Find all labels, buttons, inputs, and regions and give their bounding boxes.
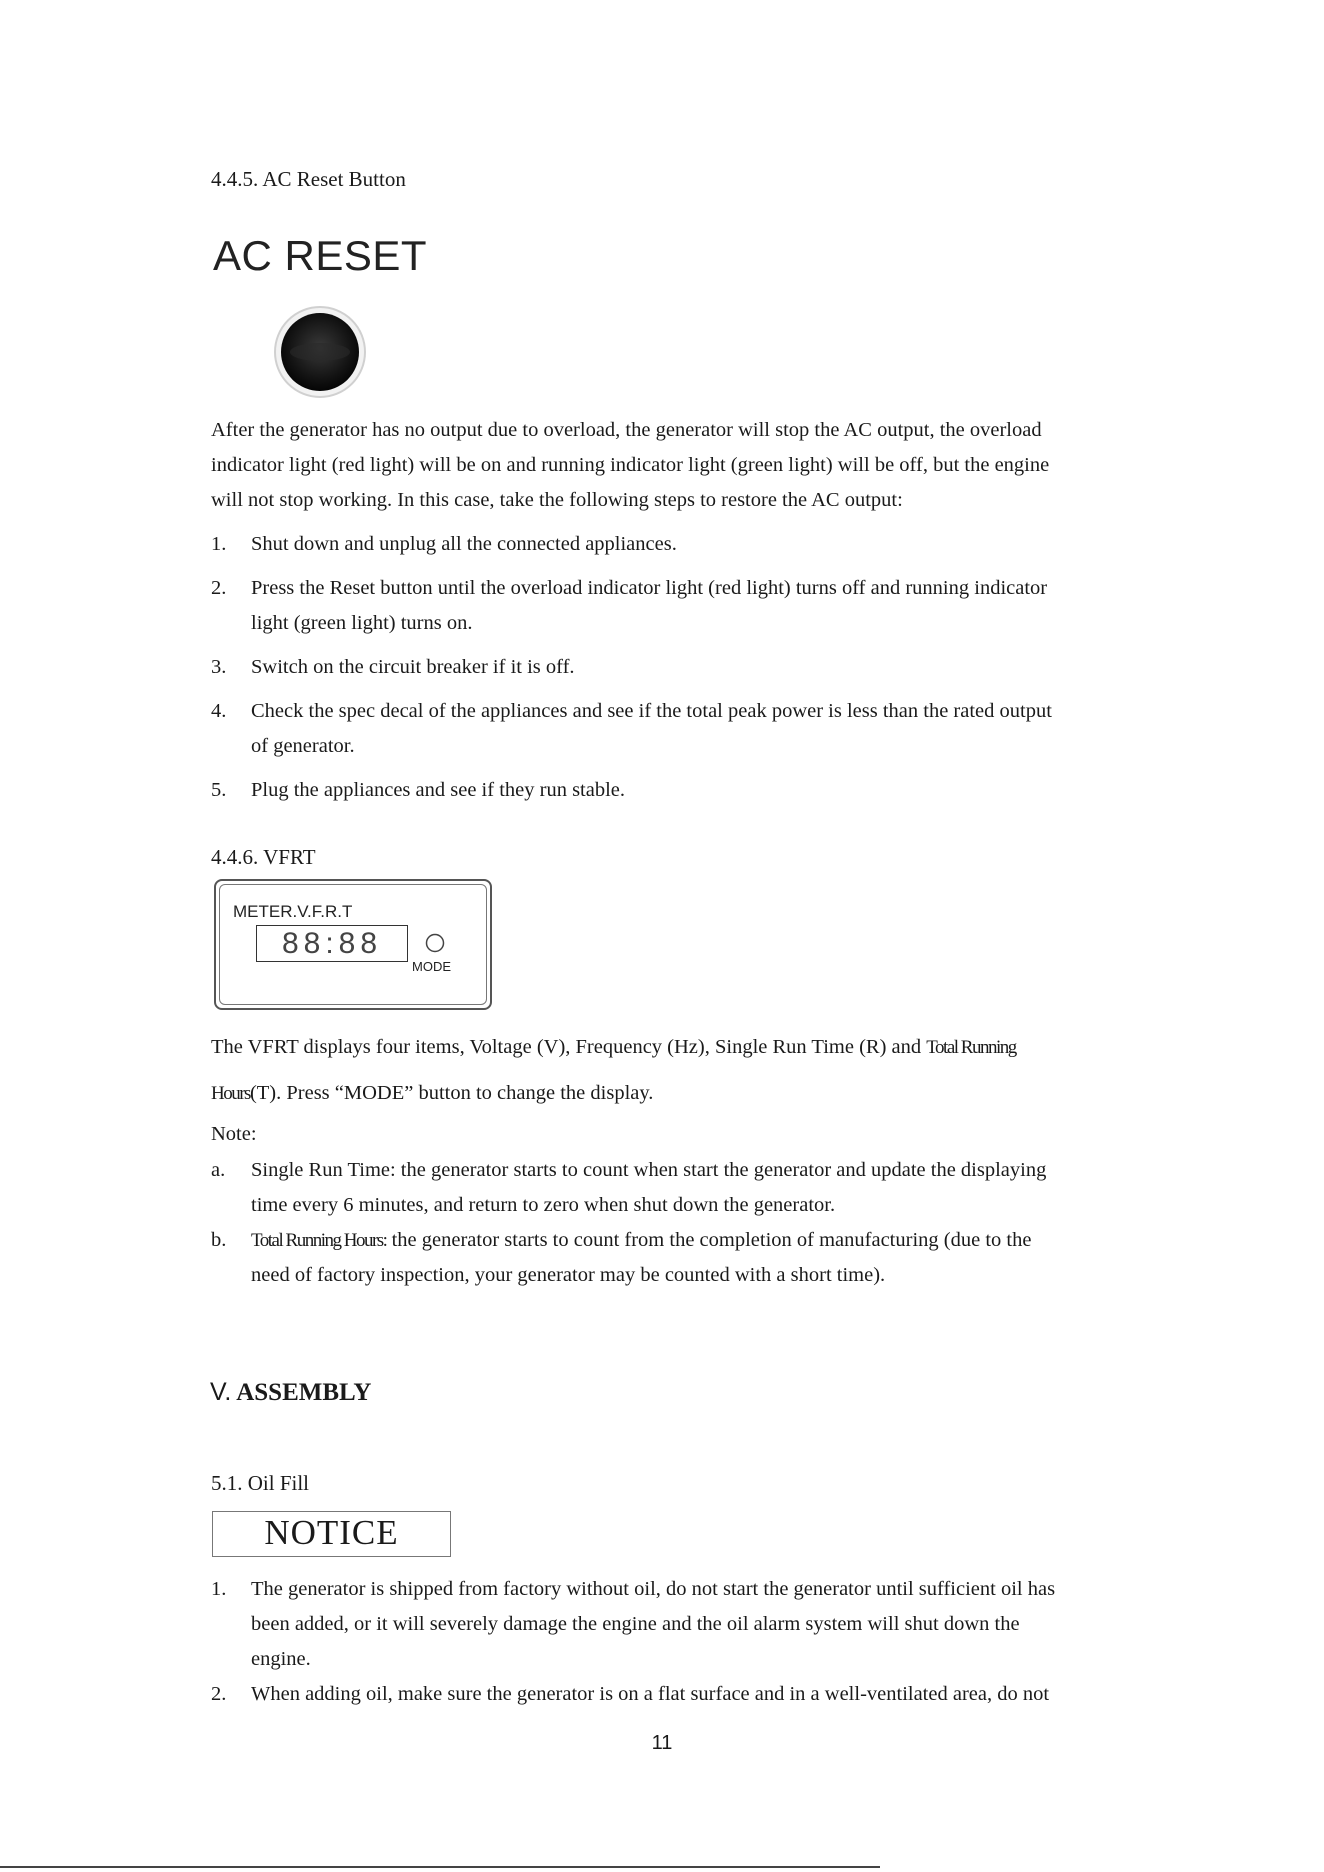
ac-reset-steps bbox=[211, 527, 1171, 817]
step-text bbox=[251, 694, 1171, 764]
step-line: Press the Reset button until the overload indicator light (red light) turns off and running indicator bbox=[251, 577, 1048, 599]
item-number: 1. bbox=[211, 1578, 227, 1600]
note-label: Note: bbox=[211, 1123, 257, 1145]
item-number: 2. bbox=[211, 1683, 227, 1705]
note-text bbox=[251, 1223, 1171, 1293]
ac-reset-intro bbox=[211, 413, 1131, 518]
desc-text: (T). Press “MODE” button to change the display. bbox=[249, 1082, 654, 1104]
notice-label: NOTICE bbox=[264, 1513, 399, 1552]
note-letter: b. bbox=[211, 1229, 227, 1251]
vfrt-notes bbox=[211, 1153, 1171, 1293]
mode-label: MODE bbox=[412, 959, 451, 974]
step-line: Check the spec decal of the appliances and see if the total peak power is less than the rated output bbox=[251, 700, 1052, 722]
intro-line: After the generator has no output due to overload, the generator will stop the AC output, the overload bbox=[211, 419, 1042, 441]
page-number: 11 bbox=[651, 1732, 673, 1754]
item-text: When adding oil, make sure the generator is on a flat surface and in a well-ventilated area, do not bbox=[251, 1683, 1050, 1705]
ac-reset-label: AC RESET bbox=[213, 232, 428, 279]
step-line: light (green light) turns on. bbox=[251, 612, 473, 634]
oil-fill-list bbox=[211, 1572, 1171, 1722]
section-445-heading: 4.4.5. AC Reset Button bbox=[211, 167, 406, 191]
note-line: need of factory inspection, your generator may be counted with a short time). bbox=[251, 1264, 886, 1286]
section-446-heading: 4.4.6. VFRT bbox=[211, 845, 316, 869]
desc-term: Hours bbox=[211, 1083, 250, 1104]
note-term: Total Running Hours: bbox=[251, 1230, 387, 1251]
intro-line: indicator light (red light) will be on and running indicator light (green light) will be off, but the engine bbox=[211, 454, 1050, 476]
mode-button-icon bbox=[424, 932, 446, 954]
vfrt-description-line1 bbox=[211, 1030, 1151, 1065]
step-number: 5. bbox=[211, 779, 227, 801]
note-line: Single Run Time: the generator starts to count when start the generator and update the displaying bbox=[251, 1159, 1047, 1181]
note-line: time every 6 minutes, and return to zero when shut down the generator. bbox=[251, 1194, 836, 1216]
section-v-heading bbox=[210, 1378, 371, 1407]
section-title: ASSEMBLY bbox=[236, 1379, 372, 1406]
meter-display bbox=[256, 925, 408, 962]
item-text bbox=[251, 1572, 1171, 1677]
step-text: Shut down and unplug all the connected appliances. bbox=[251, 533, 677, 555]
step-number: 1. bbox=[211, 533, 227, 555]
step-number: 2. bbox=[211, 577, 227, 599]
note-text bbox=[251, 1153, 1171, 1223]
item-line: The generator is shipped from factory without oil, do not start the generator until sufficient oil has bbox=[251, 1578, 1056, 1600]
step-text bbox=[251, 571, 1171, 641]
vfrt-meter-panel bbox=[214, 879, 492, 1010]
vfrt-description-line2 bbox=[211, 1076, 1151, 1111]
notice-box bbox=[212, 1511, 451, 1557]
step-text: Plug the appliances and see if they run stable. bbox=[251, 779, 626, 801]
step-text: Switch on the circuit breaker if it is off. bbox=[251, 656, 575, 678]
note-rest: the generator starts to count from the completion of manufacturing (due to the bbox=[386, 1229, 1032, 1251]
desc-text: The VFRT displays four items, Voltage (V), Frequency (Hz), Single Run Time (R) and bbox=[211, 1036, 927, 1058]
item-line: engine. bbox=[251, 1648, 311, 1670]
intro-line: will not stop working. In this case, take the following steps to restore the AC output: bbox=[211, 489, 903, 511]
meter-digits: 88:88 bbox=[281, 927, 383, 960]
ac-reset-button-icon bbox=[272, 304, 368, 400]
step-line: of generator. bbox=[251, 735, 355, 757]
step-number: 4. bbox=[211, 700, 227, 722]
note-line bbox=[251, 1223, 1171, 1258]
note-letter: a. bbox=[211, 1159, 226, 1181]
bottom-rule bbox=[0, 1866, 880, 1868]
desc-term: Total Running bbox=[926, 1037, 1016, 1058]
item-line: been added, or it will severely damage the engine and the oil alarm system will shut down the bbox=[251, 1613, 1020, 1635]
meter-label: METER.V.F.R.T bbox=[233, 902, 353, 921]
section-51-heading: 5.1. Oil Fill bbox=[211, 1471, 310, 1495]
step-number: 3. bbox=[211, 656, 227, 678]
section-roman: V. bbox=[210, 1378, 232, 1406]
